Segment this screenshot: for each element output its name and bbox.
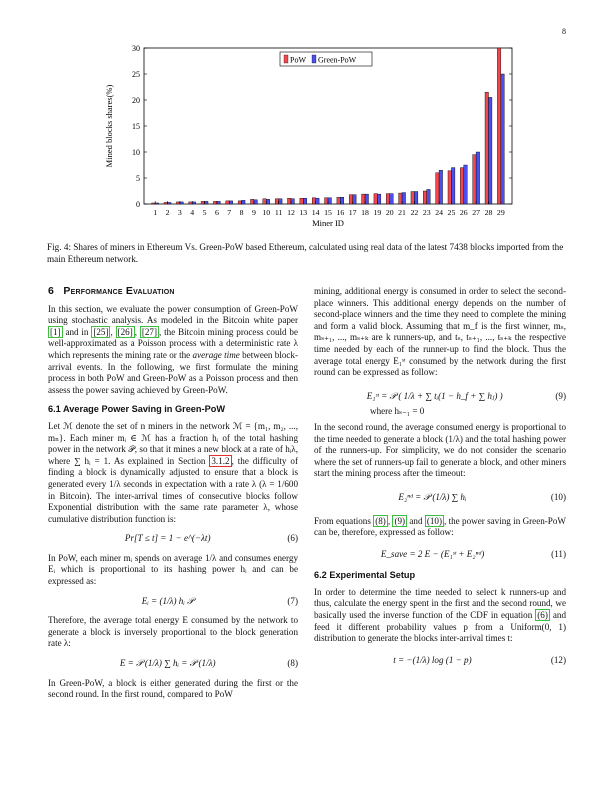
total-energy-paragraph: Therefore, the average total energy E consumed by the network to generate a block is inversely proportional to the block generation rate λ:: [48, 615, 298, 649]
x-tick-label: 8: [239, 208, 244, 217]
x-tick-label: 5: [202, 208, 207, 217]
bar-pow-15: [325, 198, 328, 204]
eq-ref-10[interactable]: (10): [426, 515, 442, 526]
x-tick-label: 23: [422, 208, 431, 217]
bar-pow-9: [250, 199, 253, 204]
page-number: 8: [562, 27, 566, 36]
citation-25[interactable]: [25]: [93, 326, 109, 337]
bar-green-pow-7: [229, 201, 232, 204]
pow-energy-paragraph: In PoW, each miner mᵢ spends on average 1/λ and consumes energy Eᵢ which is proportional to its hashing power hᵢ and can be expressed as:: [48, 552, 298, 587]
bar-pow-3: [176, 202, 179, 204]
y-tick-label: 10: [132, 148, 140, 157]
bar-green-pow-3: [180, 202, 183, 204]
x-tick-label: 29: [496, 208, 505, 217]
bar-green-pow-29: [501, 74, 504, 204]
section-title: Performance Evaluation: [63, 285, 175, 297]
x-tick-label: 6: [214, 208, 219, 217]
bar-green-pow-16: [340, 197, 343, 204]
y-tick-label: 20: [132, 96, 140, 105]
eq-ref-6[interactable]: (6): [537, 610, 548, 621]
bar-green-pow-13: [303, 198, 306, 204]
bar-pow-12: [288, 198, 291, 204]
bar-pow-18: [362, 194, 365, 204]
bar-pow-16: [337, 197, 340, 204]
bar-pow-21: [399, 193, 402, 204]
first-round-paragraph: mining, additional energy is consumed in order to select the second-place winners. This additional energy depends on the number of second-place winners and the time they need to complete the mining and form a valid block. Assuming that m_f is the first winner, mₛ, mₛ₊₁, ..., mₛ₊ₖ are k runners-up, and tₛ, tₛ₊₁, ..., tₛ₊ₖ the respective time needed by each of the runner-up to find the block. Thus the average total energy E₁ˢᵗ consumed by the network during the first round can be expressed as follow:: [314, 286, 566, 378]
bar-green-pow-22: [414, 192, 417, 204]
equation-6: Pr[T ≤ t] = 1 − e^(−λt) (6): [124, 533, 298, 544]
y-axis-label: Mined blocks shares(%): [104, 84, 114, 168]
bar-pow-11: [275, 199, 278, 204]
x-tick-label: 20: [385, 208, 394, 217]
greenpow-paragraph: In Green-PoW, a block is either generated during the first or the second round. In the first round, compared to PoW: [48, 677, 298, 700]
left-column: [48, 286, 298, 701]
intro-paragraph: In this section, we evaluate the power consumption of Green-PoW using stochastic analysis. As modeled in the Bitcoin white paper [1] and in [25] , [26] , [27] , the Bitcoin mining process could be well-approximated as a Poisson process with a deterministic rate λ which represents the mining rate or the average time between block-arrival events. In the following, we first formulate the mining process in both PoW and Green-PoW as a Poisson process and then assess the power saving achieved by Green-PoW.: [48, 303, 299, 395]
bar-green-pow-26: [464, 165, 467, 204]
x-tick-label: 12: [287, 208, 295, 217]
model-paragraph: Let ℳ denote the set of n miners in the network ℳ = {m₁, m₂, ..., mₙ}. Each miner mᵢ ∈ ℳ has a fraction hᵢ of the total hashing power in the network 𝒫, so that it mines a new block at a rate of hᵢλ, where ∑ hᵢ = 1. As explained in Section 3.1.2 , the difficulty of finding a block is dynamically adjusted to ensure that a block is generated every 1/λ seconds in expectation with a rate λ (λ = 1/600 in Bitcoin). The inter-arrival times of consecutive blocks follow Exponential distribution with the same rate parameter λ, whose cumulative distribution function is:: [48, 420, 298, 524]
bar-pow-26: [460, 168, 463, 204]
x-tick-label: 21: [398, 208, 406, 217]
equation-12: t = −(1/λ) log (1 − p) (12): [393, 654, 566, 665]
bar-green-pow-8: [242, 200, 245, 204]
bar-pow-7: [226, 201, 229, 204]
citation-1[interactable]: [1]: [50, 326, 61, 337]
x-tick-label: 15: [324, 208, 332, 217]
equation-7: Eᵢ = (1/λ) hᵢ 𝒫 (7): [141, 595, 298, 606]
x-tick-label: 1: [153, 208, 158, 217]
x-tick-label: 25: [447, 208, 456, 217]
bar-green-pow-24: [439, 170, 442, 204]
right-column: [314, 286, 566, 676]
equation-11: E_save = 2 E − (E₁ˢᵗ + E₂ⁿᵈ) (11): [380, 548, 566, 559]
x-tick-label: 28: [484, 208, 493, 217]
x-tick-label: 9: [251, 208, 256, 217]
bar-green-pow-17: [353, 195, 356, 204]
bar-pow-2: [164, 202, 167, 204]
bar-green-pow-12: [291, 199, 294, 204]
bar-green-pow-9: [254, 200, 257, 204]
bar-pow-4: [189, 202, 192, 204]
legend-swatch-green-pow: [312, 55, 316, 63]
equation-8: E = 𝒫 (1/λ) ∑ hᵢ = 𝒫 (1/λ) (8): [119, 658, 298, 669]
x-tick-label: 24: [435, 208, 444, 217]
bar-pow-17: [349, 195, 352, 204]
bar-green-pow-21: [402, 193, 405, 204]
x-tick-label: 2: [165, 208, 170, 217]
y-tick-label: 25: [132, 70, 140, 79]
x-tick-label: 11: [274, 208, 283, 217]
plot-frame: [144, 48, 512, 204]
bar-pow-19: [374, 194, 377, 204]
bar-green-pow-15: [328, 198, 331, 204]
citation-27[interactable]: [27]: [141, 326, 158, 337]
bar-green-pow-14: [316, 198, 319, 204]
bar-green-pow-18: [365, 194, 368, 204]
bar-green-pow-2: [168, 202, 171, 204]
bar-pow-8: [238, 201, 241, 204]
bar-green-pow-23: [427, 189, 430, 204]
equation-9: E₁ˢᵗ = 𝒫 ( 1/λ + ∑ tᵢ(1 − h_f + ∑ hⱼ) ) (9): [366, 390, 566, 401]
bar-pow-29: [497, 48, 500, 204]
bar-green-pow-1: [155, 203, 158, 204]
bar-chart: [100, 40, 520, 236]
bar-pow-13: [300, 198, 303, 204]
x-tick-label: 7: [227, 208, 232, 217]
x-tick-label: 14: [311, 208, 320, 217]
x-tick-label: 16: [336, 208, 345, 217]
bar-pow-27: [473, 155, 476, 204]
legend-label-pow: PoW: [290, 55, 306, 65]
bar-pow-22: [411, 192, 414, 204]
x-tick-label: 18: [361, 208, 369, 217]
y-tick-label: 5: [136, 174, 140, 183]
x-tick-label: 4: [190, 208, 195, 217]
bar-pow-25: [448, 171, 451, 204]
equation-10: E₂ⁿᵈ = 𝒫 (1/λ) ∑ hᵢ (10): [398, 491, 566, 502]
bar-pow-5: [201, 201, 204, 204]
setup-paragraph: In order to determine the time needed to select k runners-up and thus, calculate the energy spent in the first and the second round, we basically used the inverse function of the CDF in equation (6) and feed it different probability values p from a Uniform(0, 1) distribution to generate the blocks inter-arrival times t:: [314, 586, 566, 644]
bar-green-pow-11: [279, 199, 282, 204]
eq-ref-8[interactable]: (8): [375, 515, 386, 526]
subsection-heading-6-2: 6.2 Experimental Setup: [314, 570, 416, 581]
y-tick-label: 15: [132, 122, 140, 131]
bar-pow-6: [213, 201, 216, 204]
figure-caption: Fig. 4: Shares of miners in Ethereum Vs. Green-PoW based Ethereum, calculated using real data of the latest 7438 blocks imported from the main Ethereum network.: [47, 242, 564, 264]
bar-pow-28: [485, 92, 488, 204]
bar-pow-14: [312, 198, 315, 204]
second-round-paragraph: In the second round, the average consumed energy is proportional to the time needed to generate a block (1/λ) and the total hashing power of the runners-up. For simplicity, we do not consider the scenario where the set of runners-up fail to generate a block, and other miners start the mining process after the timeout:: [314, 421, 566, 479]
legend-swatch-pow: [284, 55, 288, 63]
y-tick-label: 0: [136, 200, 140, 209]
x-tick-label: 26: [459, 208, 468, 217]
bar-green-pow-27: [476, 152, 479, 204]
section-number: 6: [48, 285, 55, 297]
x-tick-label: 22: [410, 208, 419, 217]
bar-green-pow-4: [192, 202, 195, 204]
bar-pow-1: [152, 203, 155, 204]
x-tick-label: 19: [373, 208, 382, 217]
legend-label-green-pow: Green-PoW: [318, 55, 357, 65]
section-ref-3-1-2[interactable]: 3.1.2: [211, 455, 230, 466]
eq-ref-9[interactable]: (9): [394, 515, 406, 526]
subsection-heading-6-1: 6.1 Average Power Saving in Green-PoW: [48, 404, 225, 415]
equation-9-where: where hₛ₋₁ = 0: [370, 406, 425, 417]
x-tick-label: 17: [348, 208, 357, 217]
x-tick-label: 27: [472, 208, 481, 217]
bar-pow-23: [423, 191, 426, 204]
power-saving-paragraph: From equations (8) , (9) and (10) , the power saving in Green-PoW can be, therefore, expressed as follow:: [314, 515, 566, 538]
x-tick-label: 3: [177, 208, 182, 217]
x-tick-label: 10: [262, 208, 271, 217]
bar-green-pow-20: [390, 194, 393, 204]
bar-pow-24: [436, 173, 439, 204]
bar-green-pow-10: [266, 199, 269, 204]
y-tick-label: 30: [132, 44, 140, 53]
bar-green-pow-28: [488, 97, 491, 204]
bar-pow-20: [386, 194, 389, 204]
bar-green-pow-6: [217, 201, 220, 204]
bar-green-pow-25: [451, 168, 454, 204]
citation-26[interactable]: [26]: [117, 326, 133, 337]
bar-green-pow-19: [377, 194, 380, 204]
bar-pow-10: [263, 199, 266, 204]
x-tick-label: 13: [299, 208, 308, 217]
section-heading: [48, 286, 298, 298]
x-axis-label: Miner ID: [312, 218, 344, 228]
bar-green-pow-5: [205, 201, 208, 204]
